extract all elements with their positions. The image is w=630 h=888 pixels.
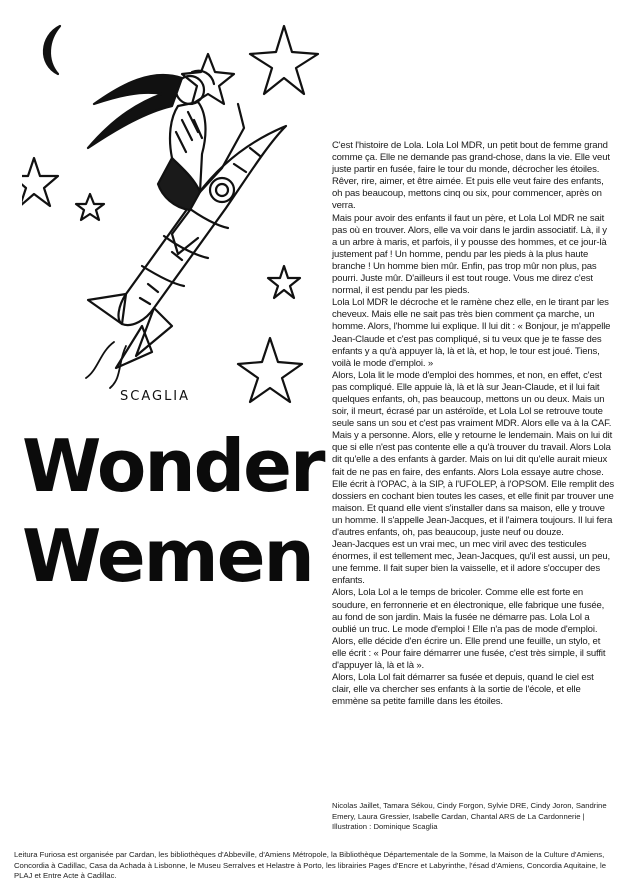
story-paragraph: Alors, Lola Lol a le temps de bricoler. Comme elle est forte en soudure, en ferronnerie et en électronique, elle fabrique une fusée, au fond de son jardin. Mais la fusée ne démarre pas. Lola Lol a oublié un truc. Le mode d'emploi ! Elle n'a pas de mode d'emploi. Alors, elle décide d'en écrire un. Elle prend une feuille, un stylo, et elle écrit : « Pour faire démarrer une fusée, c'est très simple, il suffit d'appuyer là, là et là ». (332, 587, 606, 672)
star-icon (22, 158, 58, 206)
illustrator-signature: SCAGLIA (120, 389, 191, 404)
star-icon (268, 266, 300, 298)
story-paragraph: Alors, Lola Lol fait démarrer sa fusée et depuis, quand le ciel est clair, elle va chercher ses enfants à la sortie de l'école, et elle emmène sa petite famille dans les étoiles. (332, 672, 594, 708)
star-icon (76, 194, 104, 220)
title-line-2: Wemen (22, 514, 313, 598)
girl-figure (158, 158, 200, 210)
star-icon (238, 338, 302, 402)
rocket-girl-illustration (22, 8, 322, 408)
moon-icon (44, 26, 60, 74)
story-paragraph: Mais pour avoir des enfants il faut un père, et Lola Lol MDR ne sait pas où en trouver. Alors, elle va voir dans le jardin associatif. Là, il y a un arbre à maris, et parfois, il y pousse des hommes, et ce jour-là justement paf ! Un homme, pendu par les pieds à la plus haute branche ! Un homme bien mûr. Enfin, pas trop mûr non plus, pas pourri. Juste mûr. D'ailleurs il est tout rouge. Vous me direz c'est normal, il est pendu par les pieds. (332, 212, 607, 297)
story-paragraph: C'est l'histoire de Lola. Lola Lol MDR, un petit bout de femme grand comme ça. Elle ne demande pas grand-chose, dans la vie. Elle veut juste partir en fusée, faire le tour du monde, décrocher les étoiles. Rêver, rire, aimer, et être aimée. Et puis elle veut faire des enfants, oh pas beaucoup, mettons cinq ou six, pour commencer, après on verra. (332, 140, 610, 212)
story-paragraph: Lola Lol MDR le décroche et le ramène chez elle, en le tirant par les cheveux. Mais elle ne sait pas très bien comment ça marche, un homme. Alors, l'homme lui explique. Il lui dit : « Bonjour, je m'appelle Jean-Claude et c'est pas compliqué, si tu veux que je te fasse des enfants y a qu'à appuyer là, là et là, et hop, le tour est joué. Tiens, voilà le mode d'emploi. » (332, 297, 611, 369)
girl-hair (88, 75, 182, 148)
story-paragraph: Jean-Jacques est un vrai mec, un mec viril avec des testicules énormes, il est tellement mec, Jean-Jacques, qu'il est aussi, un peu, une femme. Il fait super bien la vaisselle, et il adore s'occuper des enfants. (332, 539, 611, 587)
story-text (332, 140, 614, 708)
title-line-1: Wonder (22, 424, 324, 508)
story-paragraph: Elle écrit à l'OPAC, à la SIP, à l'UFOLEP, à l'OPSOM. Elle remplit des dossiers en cochant bien toutes les cases, et elle finit par trouver une maison. Et quand elle vient s'installer dans sa maison, elle y trouve un homme. Il s'appelle Jean-Jacques, et il l'aimera toujours. Il lui fera d'autres enfants, oh, pas beaucoup, juste neuf ou douze. (332, 478, 615, 538)
story-paragraph: Alors, Lola lit le mode d'emploi des hommes, et non, en effet, c'est pas compliqué. Elle appuie là, là et là sur Jean-Claude, et il lui fait quelques enfants, oh, pas beaucoup, mettons un ou deux. Mais un soir, il meurt, écrasé par un astéroïde, et Lola Lol se retrouve toute seule sans un sou et c'est pas vraiment MDR. Alors elle va à la CAF. Mais y a personne. Alors, elle y retourne le lendemain. Mais on lui dit que si elle n'est pas contente elle a qu'à trouver du travail. Alors Lola dit qu'elle a des enfants à garder. Mais on lui dit qu'elle aurait mieux fait de ne pas en faire, des enfants. Alors Lola essaye autre chose. (332, 369, 613, 478)
star-icon (182, 54, 234, 104)
footer-note: Leitura Furiosa est organisée par Cardan, les bibliothèques d'Abbeville, d'Amiens Métropole, la Bibliothèque Départementale de la Somme, la Maison de la Culture d'Amiens, Concordia à Cadillac, Casa da Achada à Lisbonne, le Museu Serralves et Helastre à Porto, les librairies Pages d'Encre et Labyrinthe, l'ésad d'Amiens, Concordia Aquitaine, le PLAJ et Entre Acte à Cadillac. (14, 850, 606, 880)
author-credits: Nicolas Jaillet, Tamara Sékou, Cindy Forgon, Sylvie DRE, Cindy Joron, Sandrine Emery, Laura Gressier, Isabelle Cardan, Chantal ARS de La Cardonnerie | Illustration : Dominique Scaglia (332, 801, 607, 831)
star-icon (250, 26, 318, 94)
